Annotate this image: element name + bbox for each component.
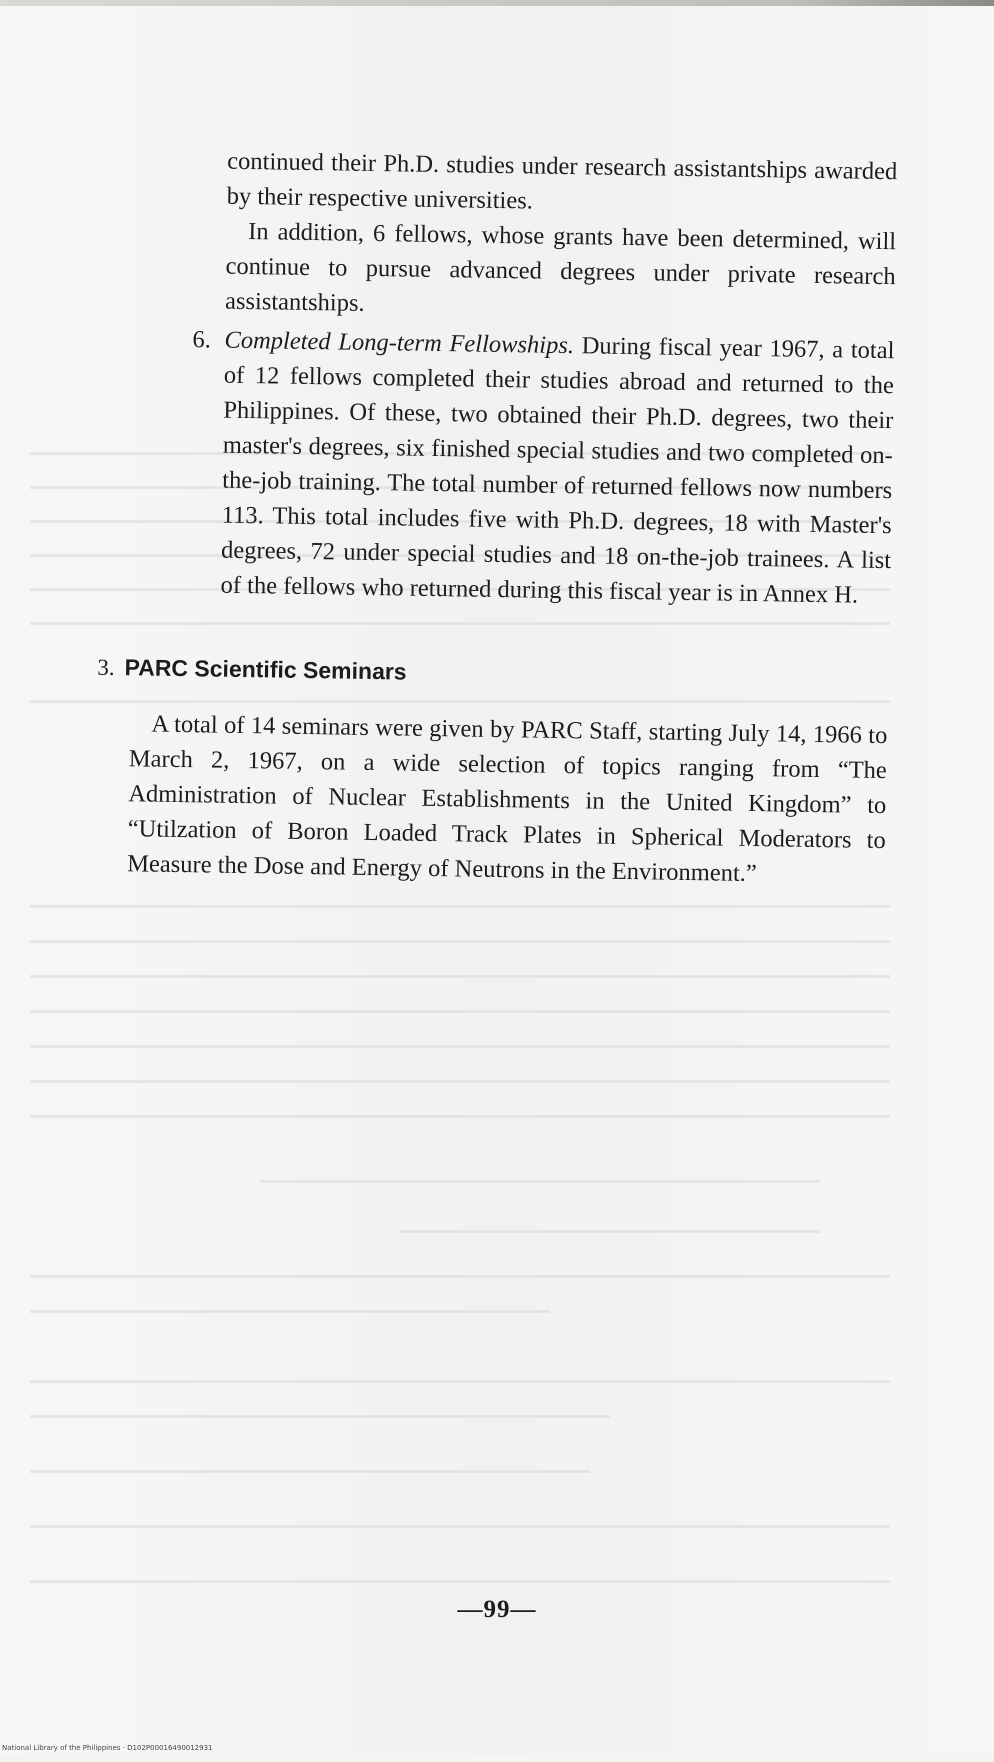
list-item-text — [220, 323, 894, 613]
section-title: PARC Scientific Seminars — [124, 654, 407, 685]
scan-credit-footer: National Library of the Philippines · D102P00016490012931 — [2, 1744, 213, 1752]
in-addition-paragraph: In addition, 6 fellows, whose grants have been determined, will continue to pursue advanced degrees under private research assistantships. — [224, 218, 897, 317]
section-heading — [97, 652, 407, 688]
page-number: —99— — [457, 1596, 537, 1623]
continuation-paragraph: continued their Ph.D. studies under research assistantships awarded by their respective universities. — [226, 147, 898, 215]
list-item-number: 6. — [192, 326, 212, 354]
section-number: 3. — [97, 654, 115, 680]
list-item-body: During fiscal year 1967, a total of 12 fellows completed their studies abroad and returned to the Philippines. Of these, two obtained their Ph.D. degrees, two their master's degrees, six finished special studies and two completed on-the-job training. The total number of returned fellows now numbers 113. This total includes five with Ph.D. degrees, 18 with Master's degrees, 72 under special studies and 18 on-the-job trainees. A list of the fellows who returned during this fiscal year is in Annex H. — [220, 332, 895, 609]
list-item-title: Completed Long-term Fellowships. — [224, 326, 575, 360]
seminars-paragraph: A total of 14 seminars were given by PARC Staff, starting July 14, 1966 to March 2, 1967, on a wide selection of topics ranging from “The Administration of Nuclear Establishments in the United Kingdom” to “Utilzation of Boron Loaded Track Plates in Spherical Moderators to Measure the Dose and Energy of Neutrons in the Environment.” — [127, 710, 888, 888]
